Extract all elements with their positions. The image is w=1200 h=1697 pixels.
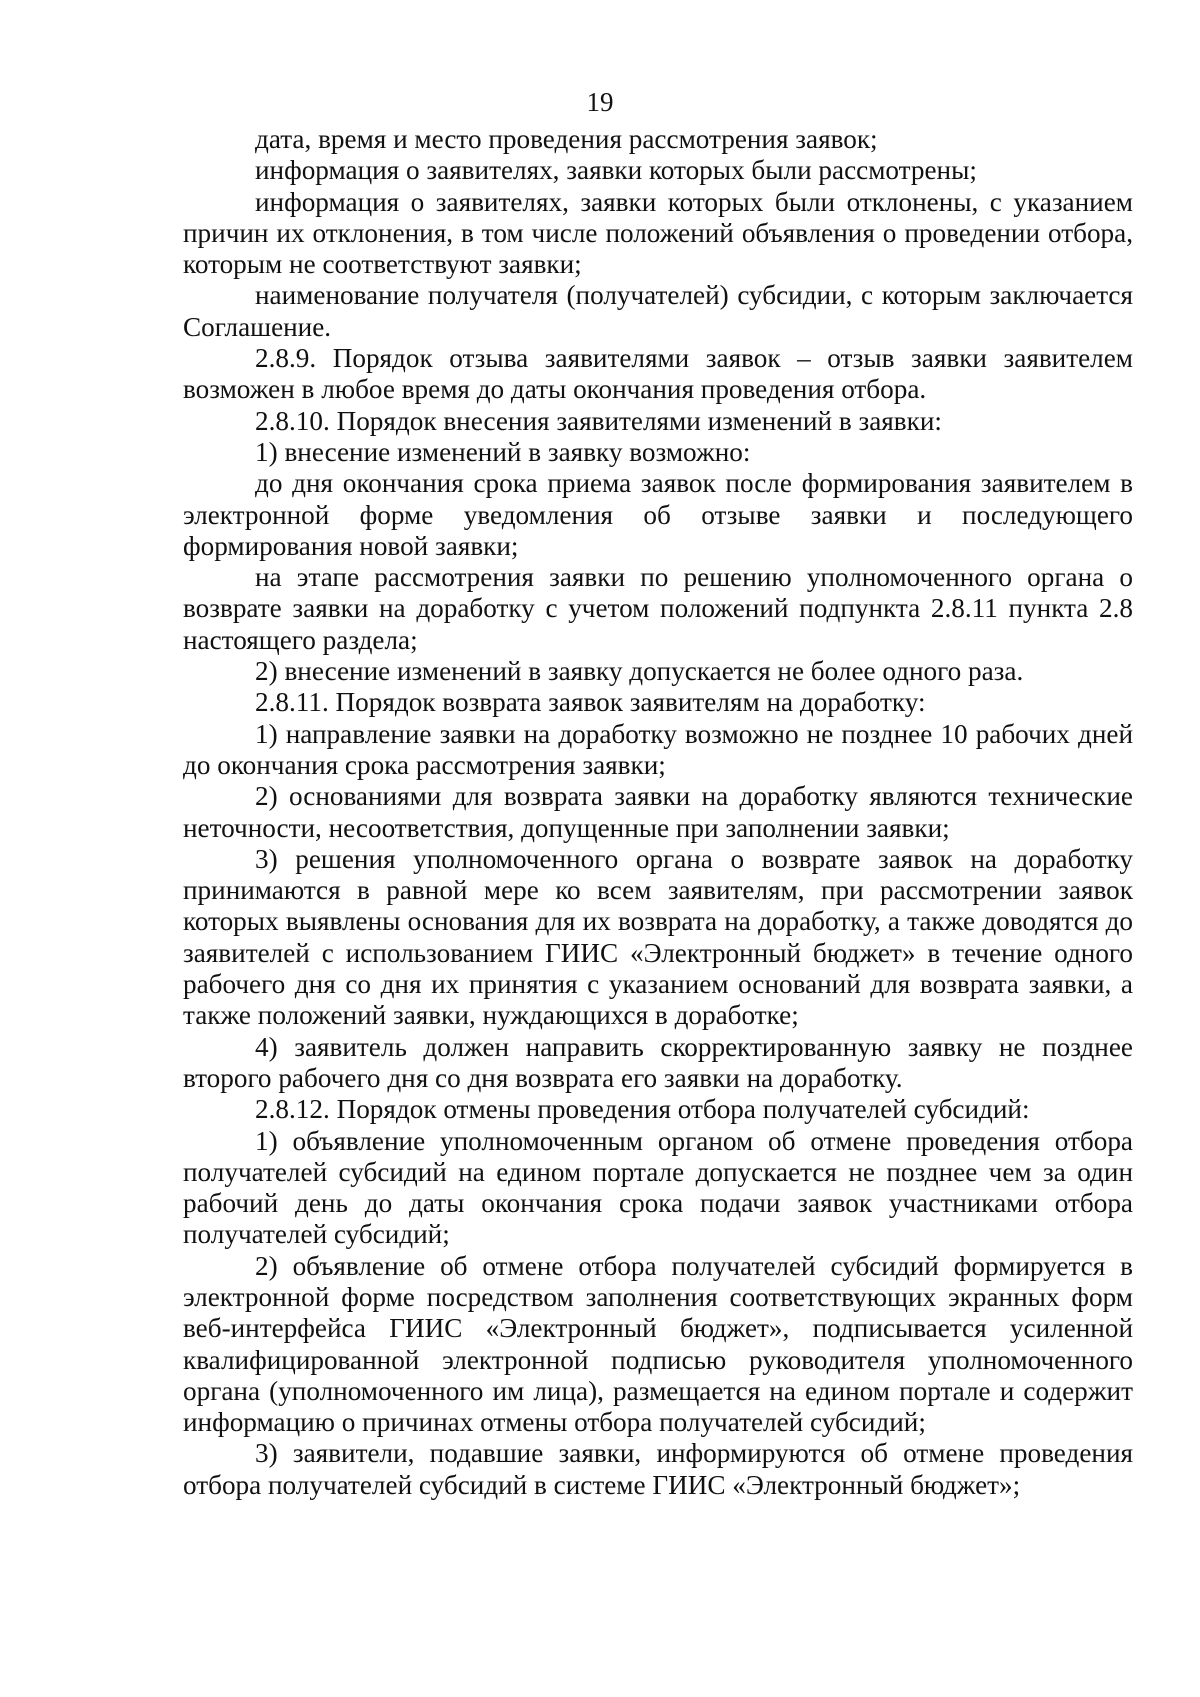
paragraph-reviewed-applicants: информация о заявителях, заявки которых были рассмотрены;: [255, 155, 977, 186]
paragraph-2-8-9: 2.8.9. Порядок отзыва заявителями заявок – отзыв заявки заявителем возможен в любое время до даты окончания проведения отбора.: [183, 343, 1133, 405]
document-body: [183, 124, 1133, 1501]
paragraph-review-date: дата, время и место проведения рассмотрения заявок;: [255, 124, 878, 154]
paragraph-review-stage: на этапе рассмотрения заявки по решению уполномоченного органа о возврате заявки на доработку с учетом положений подпункта 2.8.11 пункта 2.8 настоящего раздела;: [183, 562, 1133, 655]
paragraph-cancel-announcement: 1) объявление уполномоченным органом об отмене проведения отбора получателей субсидий на едином портале допускается не позднее чем за один рабочий день до даты окончания срока подачи заявок участниками отбора получателей субсидий;: [183, 1125, 1133, 1250]
paragraph-2-8-12: 2.8.12. Порядок отмены проведения отбора получателей субсидий:: [255, 1094, 1030, 1125]
page-number: 19: [586, 87, 614, 117]
paragraph-recipient-name: наименование получателя (получателей) субсидии, с которым заключается Соглашение.: [183, 280, 1133, 342]
paragraph-return-decisions: 3) решения уполномоченного органа о возврате заявок на доработку принимаются в равной мере ко всем заявителям, при рассмотрении заявок которых выявлены основания для их возврата на доработку, а также доводятся до заявителей с использованием ГИИС «Электронный бюджет» в течение одного рабочего дня со дня их принятия с указанием оснований для возврата заявки, а также положений заявки, нуждающихся в доработке;: [183, 843, 1133, 1031]
paragraph-resubmit-deadline: 4) заявитель должен направить скорректированную заявку не позднее второго рабочего дня со дня возврата его заявки на доработку.: [183, 1031, 1133, 1093]
paragraph-rejected-applicants: информация о заявителях, заявки которых были отклонены, с указанием причин их отклонения, в том числе положений объявления о проведении отбора, которым не соответствуют заявки;: [183, 186, 1133, 280]
paragraph-2-8-11: 2.8.11. Порядок возврата заявок заявителям на доработку:: [255, 687, 926, 718]
paragraph-applicants-informed: 3) заявители, подавшие заявки, информируются об отмене проведения отбора получателей субсидий в системе ГИИС «Электронный бюджет»;: [183, 1438, 1133, 1500]
paragraph-before-deadline: до дня окончания срока приема заявок после формирования заявителем в электронной форме уведомления об отзыве заявки и последующего формирования новой заявки;: [183, 468, 1133, 561]
paragraph-return-deadline: 1) направление заявки на доработку возможно не позднее 10 рабочих дней до окончания срока рассмотрения заявки;: [183, 718, 1133, 780]
paragraph-changes-possible: 1) внесение изменений в заявку возможно:: [255, 436, 751, 467]
paragraph-changes-once: 2) внесение изменений в заявку допускается не более одного раза.: [255, 656, 1024, 687]
paragraph-2-8-10: 2.8.10. Порядок внесения заявителями изменений в заявки:: [255, 405, 942, 436]
paragraph-return-grounds: 2) основаниями для возврата заявки на доработку являются технические неточности, несоответствия, допущенные при заполнении заявки;: [183, 781, 1133, 843]
paragraph-cancel-form: 2) объявление об отмене отбора получателей субсидий формируется в электронной форме посредством заполнения соответствующих экранных форм веб-интерфейса ГИИС «Электронный бюджет», подписывается усиленной квалифицированной электронной подписью руководителя уполномоченного органа (уполномоченного им лица), размещается на едином портале и содержит информацию о причинах отмены отбора получателей субсидий;: [183, 1250, 1133, 1438]
